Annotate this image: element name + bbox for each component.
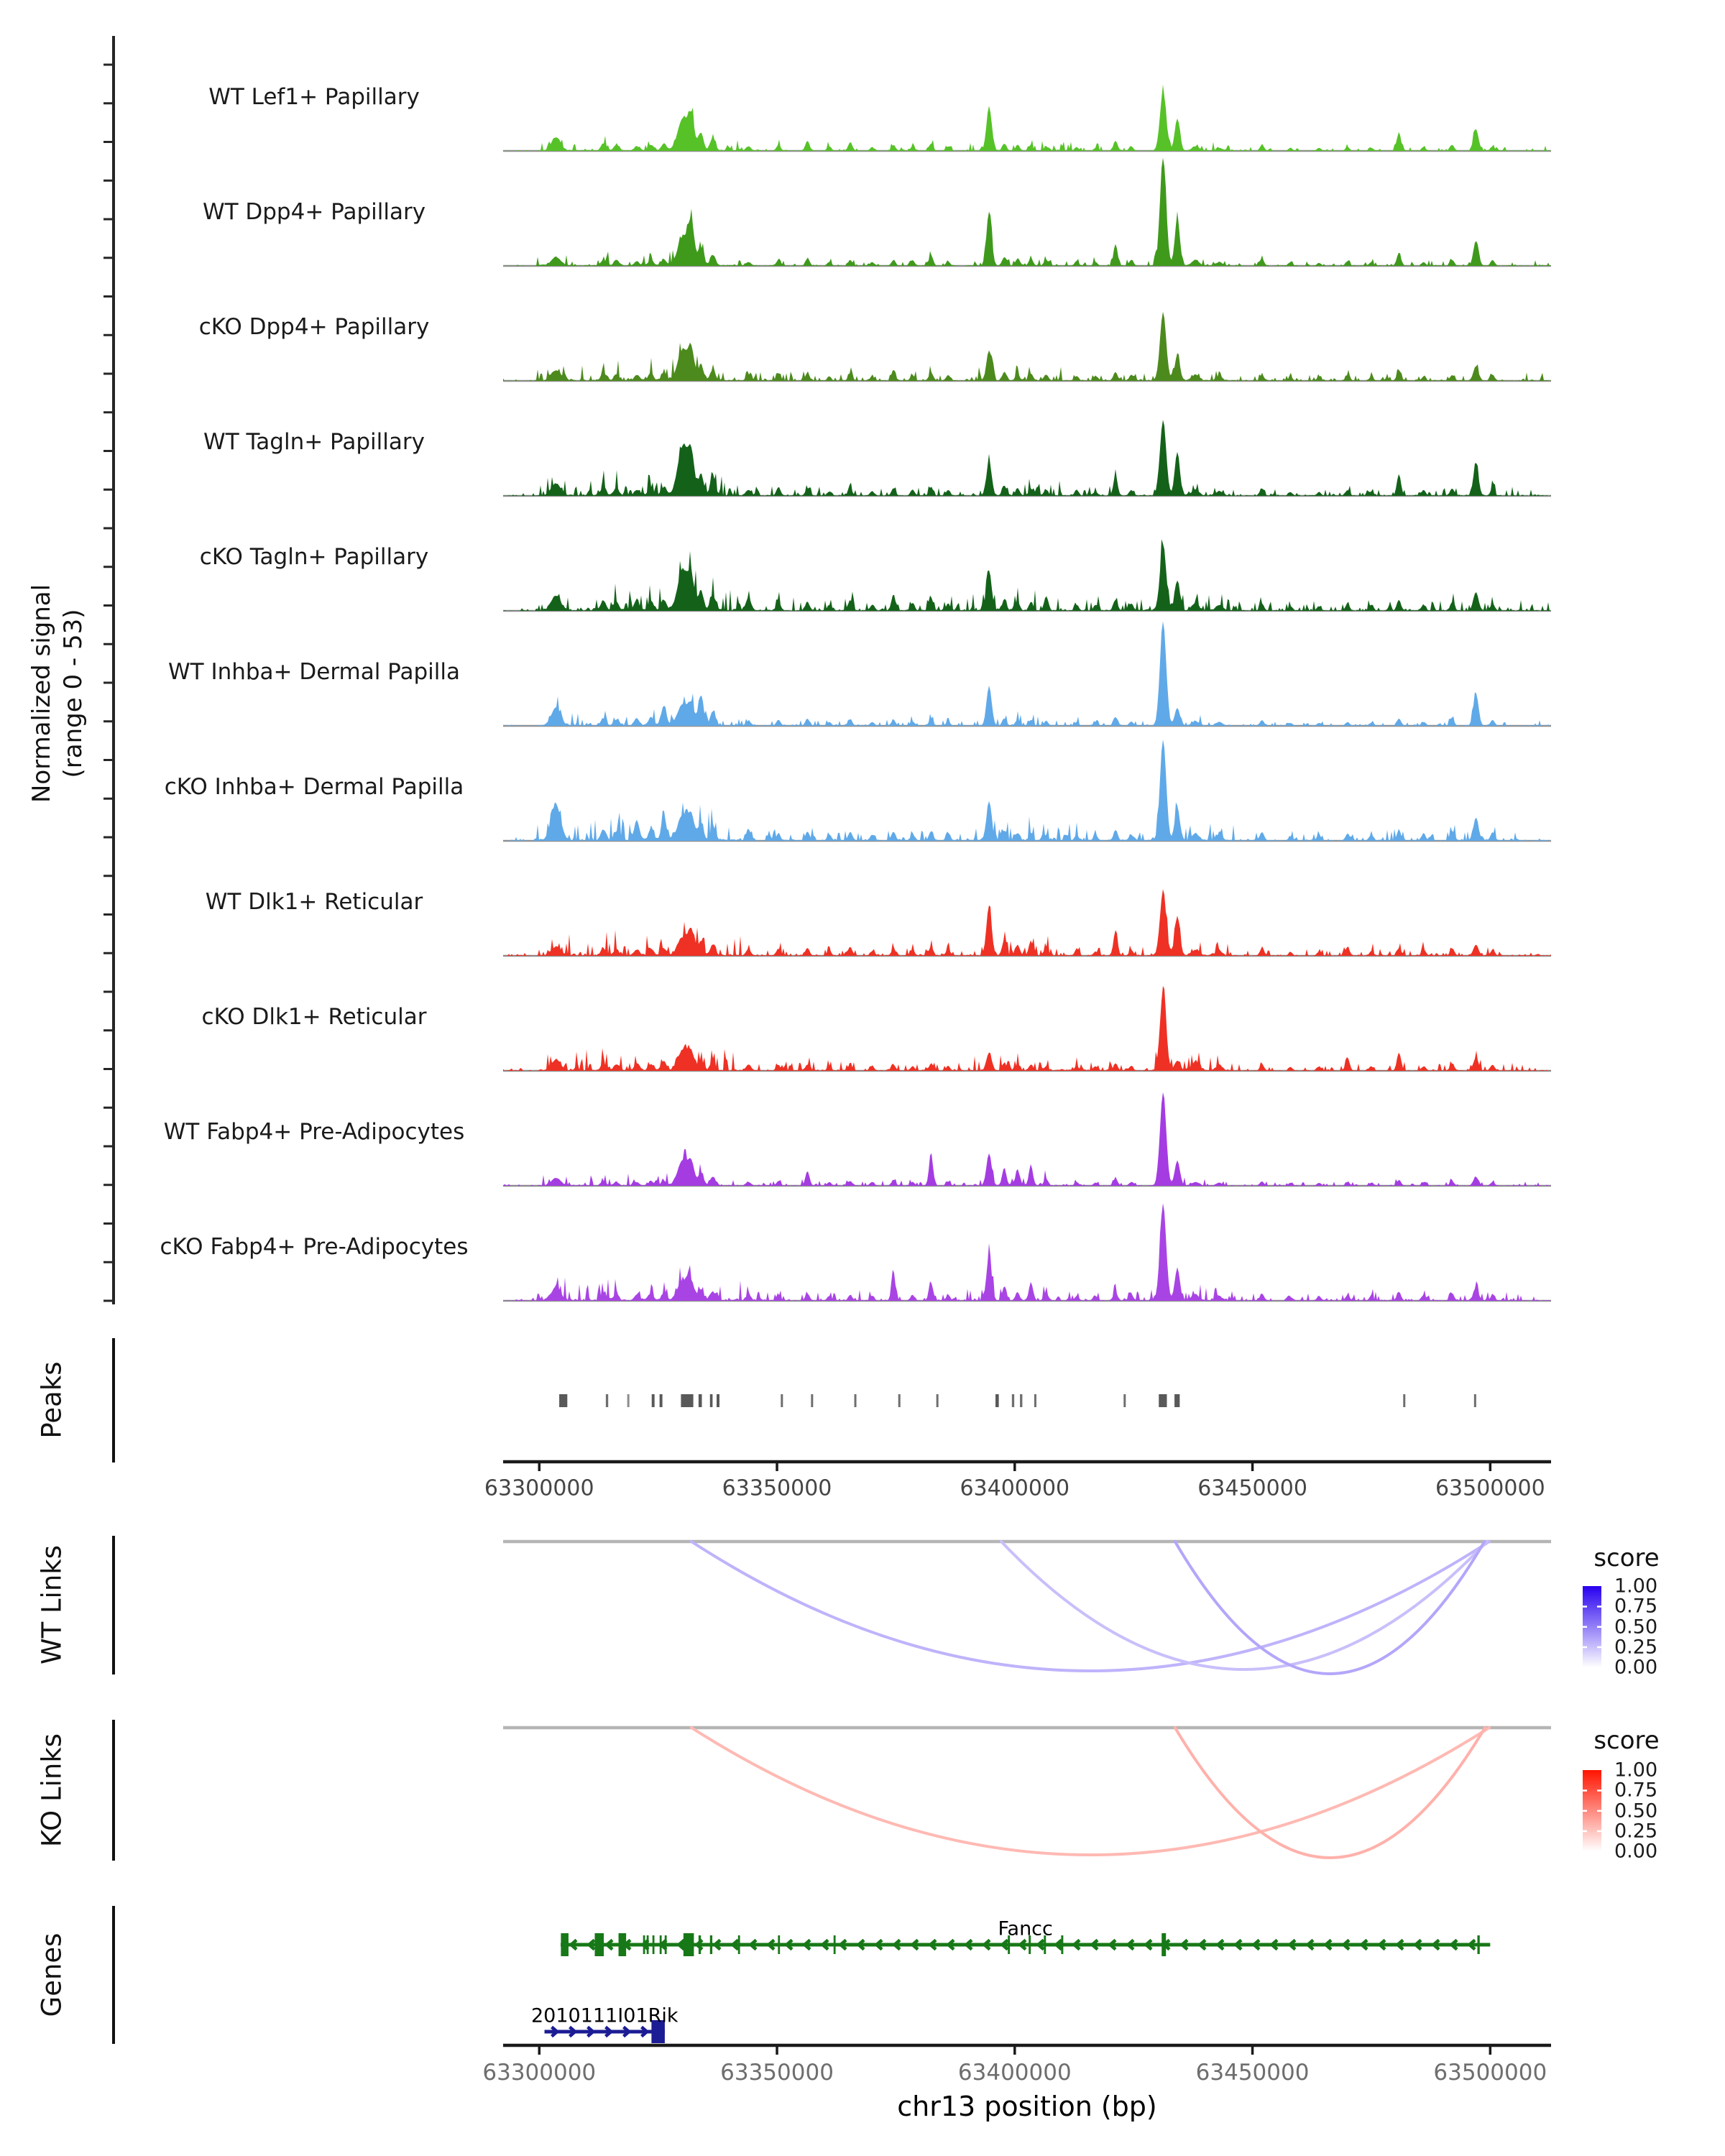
genome-axis-tick-label: 63350000	[720, 2060, 834, 2086]
signal-track	[503, 986, 1551, 1071]
ko-links-panel-label: KO Links	[36, 1733, 68, 1848]
colorbar-notch	[1583, 1606, 1587, 1608]
track-label: cKO Dlk1+ Reticular	[201, 1004, 427, 1030]
genome-axis-tick-label: 63450000	[1197, 1475, 1307, 1501]
genome-axis-tick-label: 63500000	[1435, 1475, 1545, 1501]
colorbar-notch	[1583, 1830, 1587, 1833]
signal-track	[503, 740, 1551, 841]
coverage-signal	[503, 1203, 1551, 1301]
gene-exon	[660, 1935, 662, 1954]
peak-interval	[699, 1394, 702, 1407]
peak-interval	[995, 1394, 999, 1407]
genome-axis-tick-label: 63300000	[482, 2060, 597, 2086]
gene-exon	[684, 1933, 694, 1956]
peak-interval	[660, 1394, 663, 1407]
genome-axis-tick-label: 63450000	[1195, 2060, 1310, 2086]
gene-exon	[834, 1935, 836, 1954]
gene-exon	[665, 1935, 667, 1954]
gene-exon	[738, 1935, 740, 1954]
track-label: WT Dlk1+ Reticular	[205, 889, 423, 915]
gene-exon	[710, 1935, 712, 1954]
colorbar-notch	[1597, 1789, 1601, 1792]
colorbar-notch	[1583, 1789, 1587, 1792]
score-legend-tick-label: 0.25	[1614, 1636, 1658, 1659]
coverage-signal	[503, 420, 1551, 496]
track-label: cKO Inhba+ Dermal Papilla	[164, 774, 464, 800]
coverage-signal	[503, 622, 1551, 726]
coverage-signal	[503, 1092, 1551, 1186]
peak-interval	[1123, 1394, 1126, 1407]
peak-interval	[937, 1394, 939, 1407]
peak-interval	[1159, 1394, 1167, 1407]
gene-name-label: Fancc	[998, 1917, 1053, 1940]
coverage-signal	[503, 158, 1551, 267]
y-axis-label-line2: (range 0 - 53)	[59, 609, 88, 778]
score-legend-tick-label: 0.75	[1614, 1779, 1658, 1802]
peak-interval	[855, 1394, 857, 1407]
signal-track	[503, 420, 1551, 496]
colorbar-notch	[1583, 1626, 1587, 1628]
colorbar-notch	[1597, 1830, 1601, 1833]
score-legend-tick-label: 1.00	[1614, 1575, 1658, 1598]
gene-exon	[1162, 1933, 1166, 1956]
gene-exon	[561, 1933, 569, 1956]
peak-interval	[1034, 1394, 1036, 1407]
gene-exon	[619, 1933, 627, 1956]
gene-exon	[653, 1935, 655, 1954]
gene-exon	[643, 1935, 645, 1954]
wt-links-panel-label: WT Links	[36, 1545, 68, 1664]
colorbar-notch	[1597, 1626, 1601, 1628]
peak-interval	[627, 1394, 630, 1407]
coverage-signal	[503, 986, 1551, 1071]
genome-axis-tick-label: 63350000	[722, 1475, 832, 1501]
score-legend-tick-label: 0.75	[1614, 1595, 1658, 1618]
peak-interval	[1403, 1394, 1405, 1407]
link-arc	[691, 1728, 1489, 1855]
signal-track	[503, 622, 1551, 726]
genome-axis-tick-label: 63400000	[957, 2060, 1072, 2086]
coverage-signal	[503, 539, 1551, 611]
gene-name-label: 2010111I01Rik	[531, 2004, 678, 2027]
peak-interval	[710, 1394, 713, 1407]
coverage-signal	[503, 889, 1551, 956]
signal-track	[503, 1203, 1551, 1301]
wt-score-legend-title: score	[1593, 1544, 1660, 1572]
track-label: cKO Fabp4+ Pre-Adipocytes	[160, 1234, 469, 1260]
peak-interval	[606, 1394, 608, 1407]
gene-exon	[647, 1935, 649, 1954]
x-axis-title: chr13 position (bp)	[897, 2091, 1157, 2122]
peak-interval	[717, 1394, 719, 1407]
link-arc	[1175, 1728, 1485, 1858]
gene-exon	[778, 1935, 780, 1954]
gene-exon	[1477, 1935, 1479, 1954]
peak-interval	[681, 1394, 693, 1407]
genome-axis-tick-label: 63500000	[1433, 2060, 1547, 2086]
track-label: cKO Tagln+ Papillary	[199, 544, 429, 570]
track-label: WT Fabp4+ Pre-Adipocytes	[163, 1119, 465, 1145]
peak-interval	[652, 1394, 655, 1407]
gene-exon	[699, 1935, 701, 1954]
peak-interval	[781, 1394, 783, 1407]
score-legend-tick-label: 0.00	[1614, 1656, 1658, 1679]
signal-track	[503, 158, 1551, 267]
genome-axis-tick-label: 63400000	[960, 1475, 1070, 1501]
peaks-panel-label: Peaks	[36, 1361, 68, 1439]
link-arc	[691, 1542, 1489, 1671]
signal-track	[503, 312, 1551, 381]
score-legend-tick-label: 0.50	[1614, 1616, 1658, 1638]
colorbar-notch	[1583, 1646, 1587, 1649]
signal-track	[503, 889, 1551, 956]
peak-interval	[1012, 1394, 1014, 1407]
peak-interval	[1020, 1394, 1022, 1407]
genes-panel-label: Genes	[36, 1932, 68, 2017]
colorbar-notch	[1597, 1810, 1601, 1812]
peak-interval	[1474, 1394, 1476, 1407]
y-axis-label	[26, 584, 89, 803]
track-label: WT Inhba+ Dermal Papilla	[168, 659, 460, 685]
ko-score-legend-title: score	[1593, 1726, 1660, 1755]
peak-interval	[898, 1394, 901, 1407]
peak-interval	[1174, 1394, 1179, 1407]
coverage-signal	[503, 85, 1551, 151]
track-label: cKO Dpp4+ Papillary	[198, 314, 430, 340]
coverage-signal	[503, 740, 1551, 841]
peak-interval	[811, 1394, 813, 1407]
signal-track	[503, 1092, 1551, 1186]
peak-interval	[559, 1394, 567, 1407]
signal-track	[503, 85, 1551, 151]
y-axis-label-line1: Normalized signal	[27, 584, 56, 803]
track-label: WT Tagln+ Papillary	[203, 429, 425, 455]
score-legend-tick-label: 0.00	[1614, 1840, 1658, 1863]
score-legend-tick-label: 0.25	[1614, 1820, 1658, 1843]
signal-track	[503, 539, 1551, 611]
gene-exon	[594, 1933, 604, 1956]
track-label: WT Lef1+ Papillary	[208, 84, 420, 110]
genome-axis-tick-label: 63300000	[484, 1475, 594, 1501]
score-legend-tick-label: 0.50	[1614, 1800, 1658, 1822]
colorbar-notch	[1583, 1810, 1587, 1812]
gene-exon	[1061, 1935, 1063, 1954]
coverage-signal	[503, 312, 1551, 381]
track-label: WT Dpp4+ Papillary	[202, 199, 426, 225]
score-legend-tick-label: 1.00	[1614, 1759, 1658, 1782]
colorbar-notch	[1597, 1646, 1601, 1649]
colorbar-notch	[1597, 1606, 1601, 1608]
